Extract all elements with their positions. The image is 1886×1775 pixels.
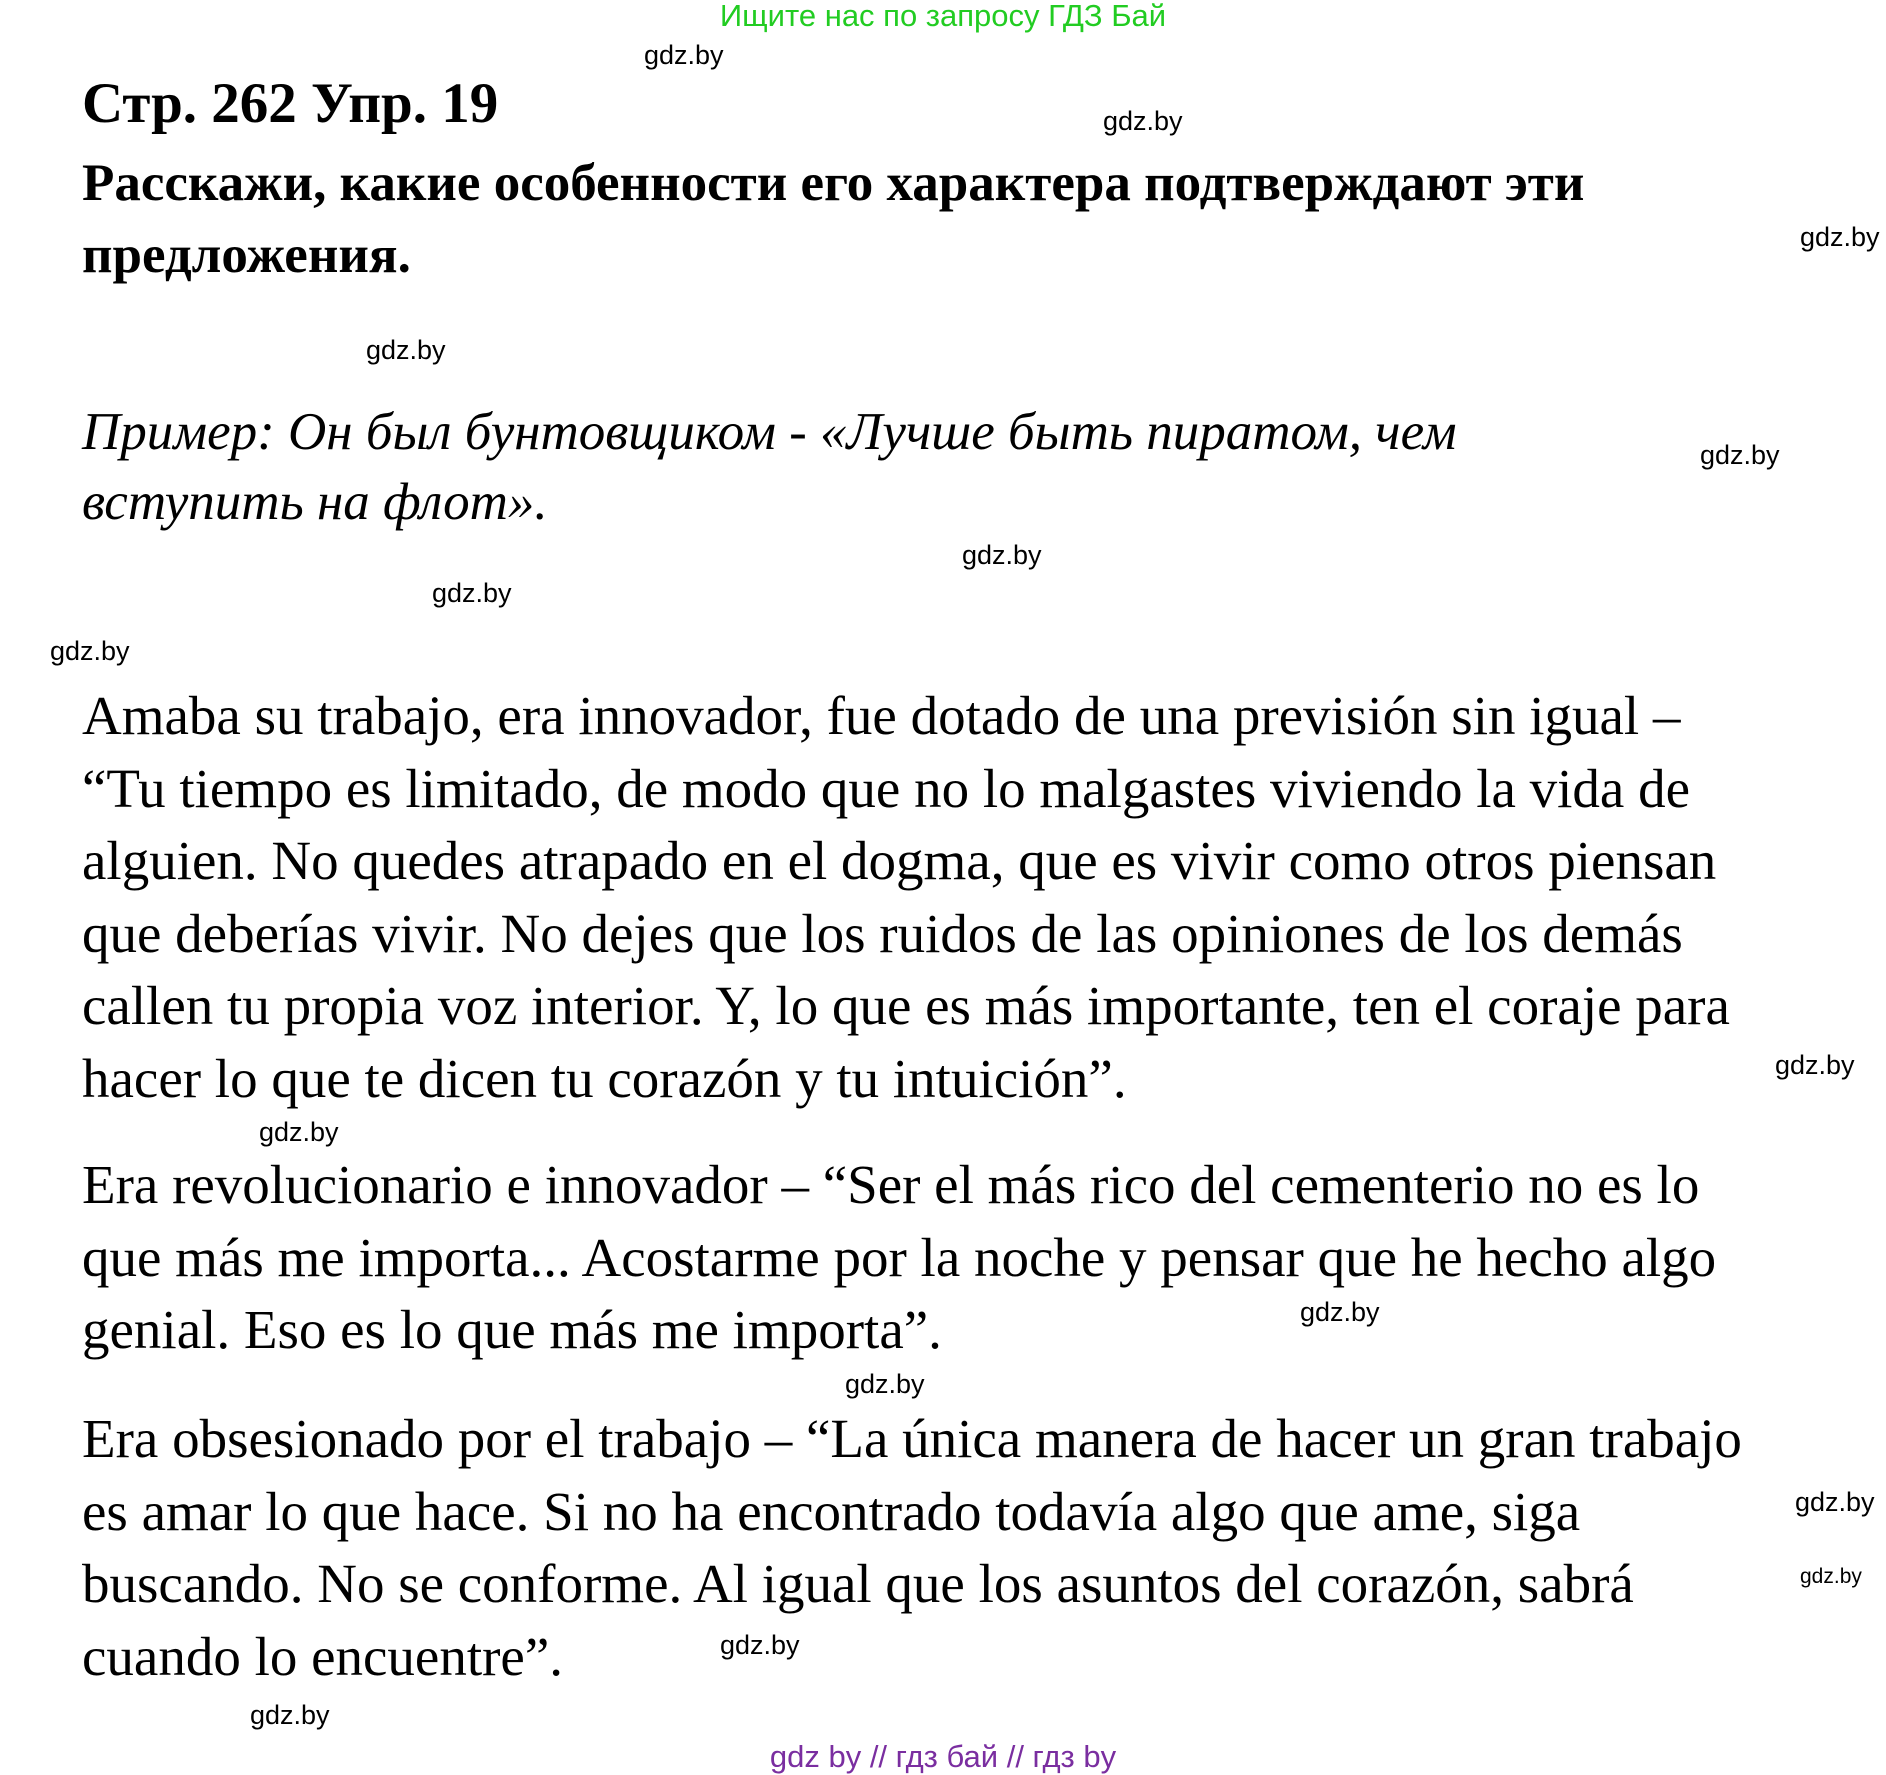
watermark: gdz.by bbox=[1800, 222, 1880, 252]
text-line: Amaba su trabajo, era innovador, fue dotado de una previsión sin igual – bbox=[82, 685, 1681, 746]
text-line: callen tu propia voz interior. Y, lo que es más importante, ten el coraje para bbox=[82, 975, 1730, 1036]
task-question bbox=[82, 147, 1584, 291]
example-text bbox=[82, 397, 1457, 537]
watermark: gdz.by bbox=[644, 40, 724, 70]
watermark: gdz.by bbox=[720, 1630, 800, 1660]
watermark: gdz.by bbox=[845, 1369, 925, 1399]
watermark: gdz.by bbox=[1800, 1565, 1862, 1588]
watermark: gdz.by bbox=[366, 335, 446, 365]
example-line: вступить на флот». bbox=[82, 473, 548, 531]
text-line: es amar lo que hace. Si no ha encontrado todavía algo que ame, siga bbox=[82, 1480, 1581, 1542]
text-line: Era revolucionario e innovador – “Ser el más rico del cementerio no es lo bbox=[82, 1154, 1700, 1215]
text-line: genial. Eso es lo que más me importa”. bbox=[82, 1299, 942, 1360]
footer-links: gdz by // гдз бай // гдз by bbox=[769, 1739, 1117, 1774]
question-line: предложения. bbox=[82, 226, 411, 284]
answer-paragraph-3 bbox=[82, 1403, 1742, 1693]
watermark: gdz.by bbox=[1103, 106, 1183, 136]
text-line: que más me importa... Acostarme por la noche y pensar que he hecho algo bbox=[82, 1226, 1717, 1288]
watermark: gdz.by bbox=[1795, 1487, 1875, 1517]
text-line: que deberías vivir. No dejes que los ruidos de las opiniones de los demás bbox=[82, 902, 1683, 964]
watermark: gdz.by bbox=[50, 636, 130, 666]
example-line: Пример: Он был бунтовщиком - «Лучше быть пиратом, чем bbox=[82, 403, 1457, 461]
page-title: Стр. 262 Упр. 19 bbox=[82, 72, 499, 135]
answer-paragraph-2 bbox=[82, 1149, 1716, 1367]
watermark: gdz.by bbox=[259, 1117, 339, 1147]
answer-paragraph-1 bbox=[82, 680, 1730, 1115]
question-line: Расскажи, какие особенности его характера подтверждают эти bbox=[82, 154, 1585, 212]
watermark: gdz.by bbox=[1700, 440, 1780, 470]
watermark: gdz.by bbox=[250, 1700, 330, 1730]
watermark: gdz.by bbox=[432, 578, 512, 608]
text-line: cuando lo encuentre”. bbox=[82, 1625, 564, 1687]
search-banner: Ищите нас по запросу ГДЗ Бай bbox=[719, 0, 1167, 33]
watermark: gdz.by bbox=[962, 540, 1042, 570]
text-line: Era obsesionado por el trabajo – “La única manera de hacer un gran trabajo bbox=[82, 1408, 1742, 1469]
text-line: alguien. No quedes atrapado en el dogma, que es vivir como otros piensan bbox=[82, 830, 1717, 891]
text-line: “Tu tiempo es limitado, de modo que no lo malgastes viviendo la vida de bbox=[82, 757, 1690, 819]
watermark: gdz.by bbox=[1775, 1050, 1855, 1080]
text-line: hacer lo que te dicen tu corazón y tu intuición”. bbox=[82, 1047, 1127, 1109]
text-line: buscando. No se conforme. Al igual que los asuntos del corazón, sabrá bbox=[82, 1553, 1634, 1614]
watermark: gdz.by bbox=[1300, 1297, 1380, 1327]
